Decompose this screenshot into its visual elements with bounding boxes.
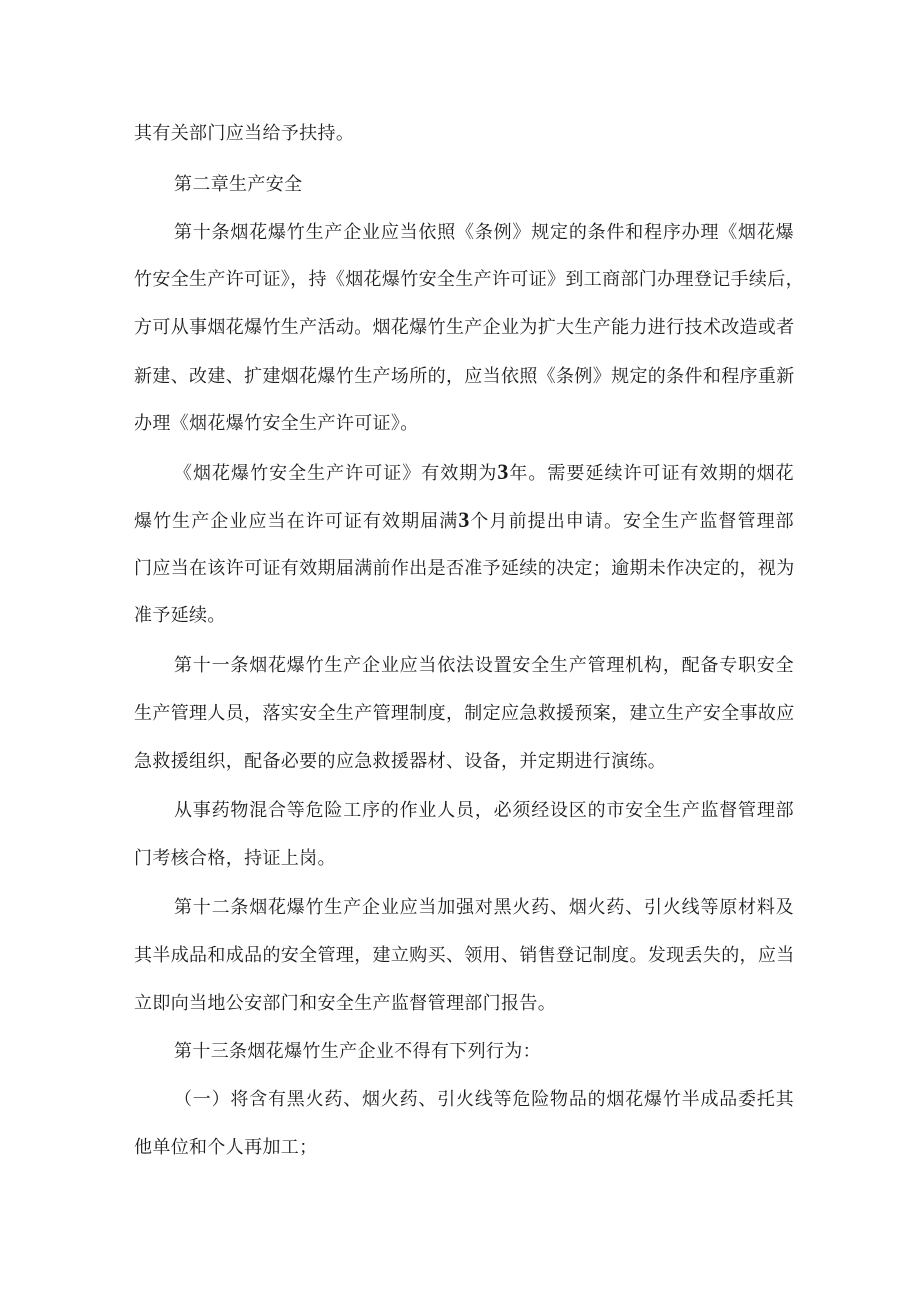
- article-11-line-3: 急救援组织，配备必要的应急救援器材、设备，并定期进行演练。: [134, 751, 667, 772]
- article-13-item-1-line-2: 他单位和个人再加工；: [134, 1137, 318, 1158]
- validity-line-1: [174, 460, 794, 486]
- article-13-line-1: 第十三条烟花爆竹生产企业不得有下列行为：: [174, 1041, 541, 1062]
- article-10-line-1: 第十条烟花爆竹生产企业应当依照《条例》规定的条件和程序办理《烟花爆: [174, 222, 794, 243]
- text-segment: 爆竹生产企业应当在许可证有效期届满: [134, 511, 459, 532]
- number-value: 3: [497, 459, 509, 484]
- text-segment: 个月前提出申请。安全生产监督管理部: [469, 511, 795, 532]
- article-12-line-1: 第十二条烟花爆竹生产企业应当加强对黑火药、烟火药、引火线等原材料及: [174, 897, 794, 918]
- chapter-heading: 第二章生产安全: [174, 174, 303, 195]
- article-12-line-2: 其半成品和成品的安全管理，建立购买、领用、销售登记制度。发现丢失的，应当: [134, 945, 795, 966]
- validity-line-2: [134, 508, 794, 534]
- article-11-line-2: 生产管理人员，落实安全生产管理制度，制定应急救援预案，建立生产安全事故应: [134, 703, 795, 724]
- number-value: 3: [458, 507, 470, 532]
- validity-line-4: 准予延续。: [134, 605, 226, 626]
- article-12-line-3: 立即向当地公安部门和安全生产监督管理部门报告。: [134, 993, 557, 1014]
- operator-line-1: 从事药物混合等危险工序的作业人员，必须经设区的市安全生产监督管理部: [174, 800, 794, 821]
- text-segment: 年。需要延续许可证有效期的烟花: [508, 463, 795, 484]
- article-10-line-2: 竹安全生产许可证》，持《烟花爆竹安全生产许可证》到工商部门办理登记手续后，: [134, 269, 804, 290]
- article-10-line-3: 方可从事烟花爆竹生产活动。烟花爆竹生产企业为扩大生产能力进行技术改造或者: [134, 317, 795, 338]
- text-segment: 《烟花爆竹安全生产许可证》有效期为: [174, 463, 498, 484]
- article-10-line-4: 新建、改建、扩建烟花爆竹生产场所的，应当依照《条例》规定的条件和程序重新: [134, 366, 795, 387]
- article-10-line-5: 办理《烟花爆竹安全生产许可证》。: [134, 413, 419, 434]
- operator-line-2: 门考核合格，持证上岗。: [134, 848, 336, 869]
- article-13-item-1-line-1: （一）将含有黑火药、烟火药、引火线等危险物品的烟花爆竹半成品委托其: [174, 1089, 794, 1110]
- validity-line-3: 门应当在该许可证有效期届满前作出是否准予延续的决定；逾期未作决定的，视为: [134, 558, 795, 579]
- text-line: 其有关部门应当给予扶持。: [134, 123, 355, 144]
- article-11-line-1: 第十一条烟花爆竹生产企业应当依法设置安全生产管理机构，配备专职安全: [174, 655, 794, 676]
